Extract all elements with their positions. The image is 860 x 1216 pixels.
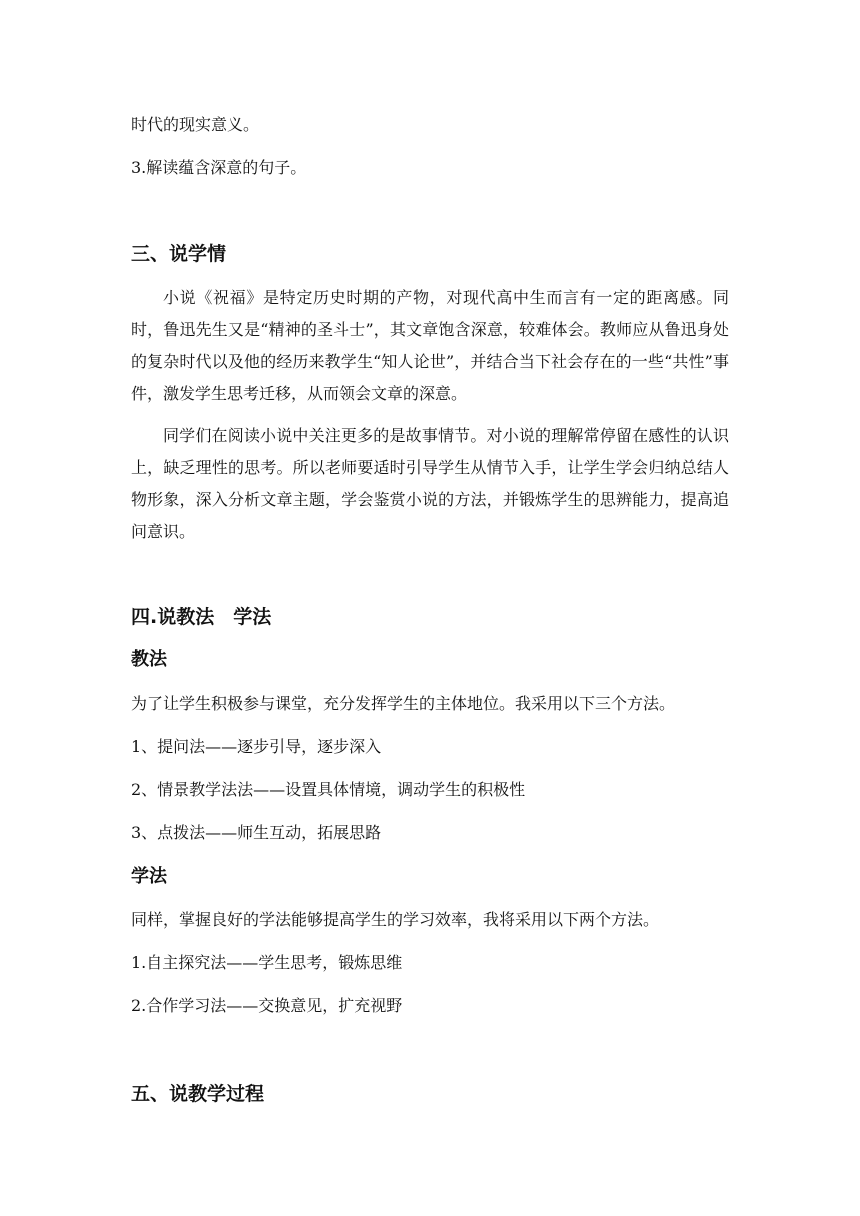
learning-method-item: 1.自主探究法——学生思考，锻炼思维 (131, 953, 403, 972)
section-heading-teaching-process: 五、说教学过程 (131, 1083, 265, 1105)
teaching-method-item: 1、提问法——逐步引导，逐步深入 (131, 737, 382, 756)
paragraph-student-situation-2: 同学们在阅读小说中关注更多的是故事情节。对小说的理解常停留在感性的认识上，缺乏理性的思考。所以老师要适时引导学生从情节入手，让学生学会归纳总结人物形象，深入分析文章主题，学会鉴赏小说的方法，并锻炼学生的思辨能力，提高追问意识。 (131, 426, 729, 541)
section-heading-methods: 四.说教法 学法 (131, 606, 272, 628)
objective-item-3: 3.解读蕴含深意的句子。 (131, 158, 307, 177)
subheading-teaching-method: 教法 (131, 649, 167, 670)
teaching-method-item: 2、情景教学法法——设置具体情境，调动学生的积极性 (131, 780, 526, 799)
text-line-continuation: 时代的现实意义。 (131, 115, 260, 134)
teaching-method-item: 3、点拨法——师生互动，拓展思路 (131, 823, 382, 842)
paragraph-student-situation-1: 小说《祝福》是特定历史时期的产物，对现代高中生而言有一定的距离感。同时，鲁迅先生又是“精神的圣斗士”，其文章饱含深意，较难体会。教师应从鲁迅身处的复杂时代以及他的经历来教学生“知人论世”，并结合当下社会存在的一些“共性”事件，激发学生思考迁移，从而领会文章的深意。 (131, 288, 729, 403)
learning-method-item: 2.合作学习法——交换意见，扩充视野 (131, 996, 403, 1015)
subheading-learning-method: 学法 (131, 866, 167, 887)
learning-method-intro: 同样，掌握良好的学法能够提高学生的学习效率，我将采用以下两个方法。 (131, 910, 660, 929)
teaching-method-intro: 为了让学生积极参与课堂，充分发挥学生的主体地位。我采用以下三个方法。 (131, 694, 676, 713)
section-heading-student-situation: 三、说学情 (131, 243, 227, 265)
